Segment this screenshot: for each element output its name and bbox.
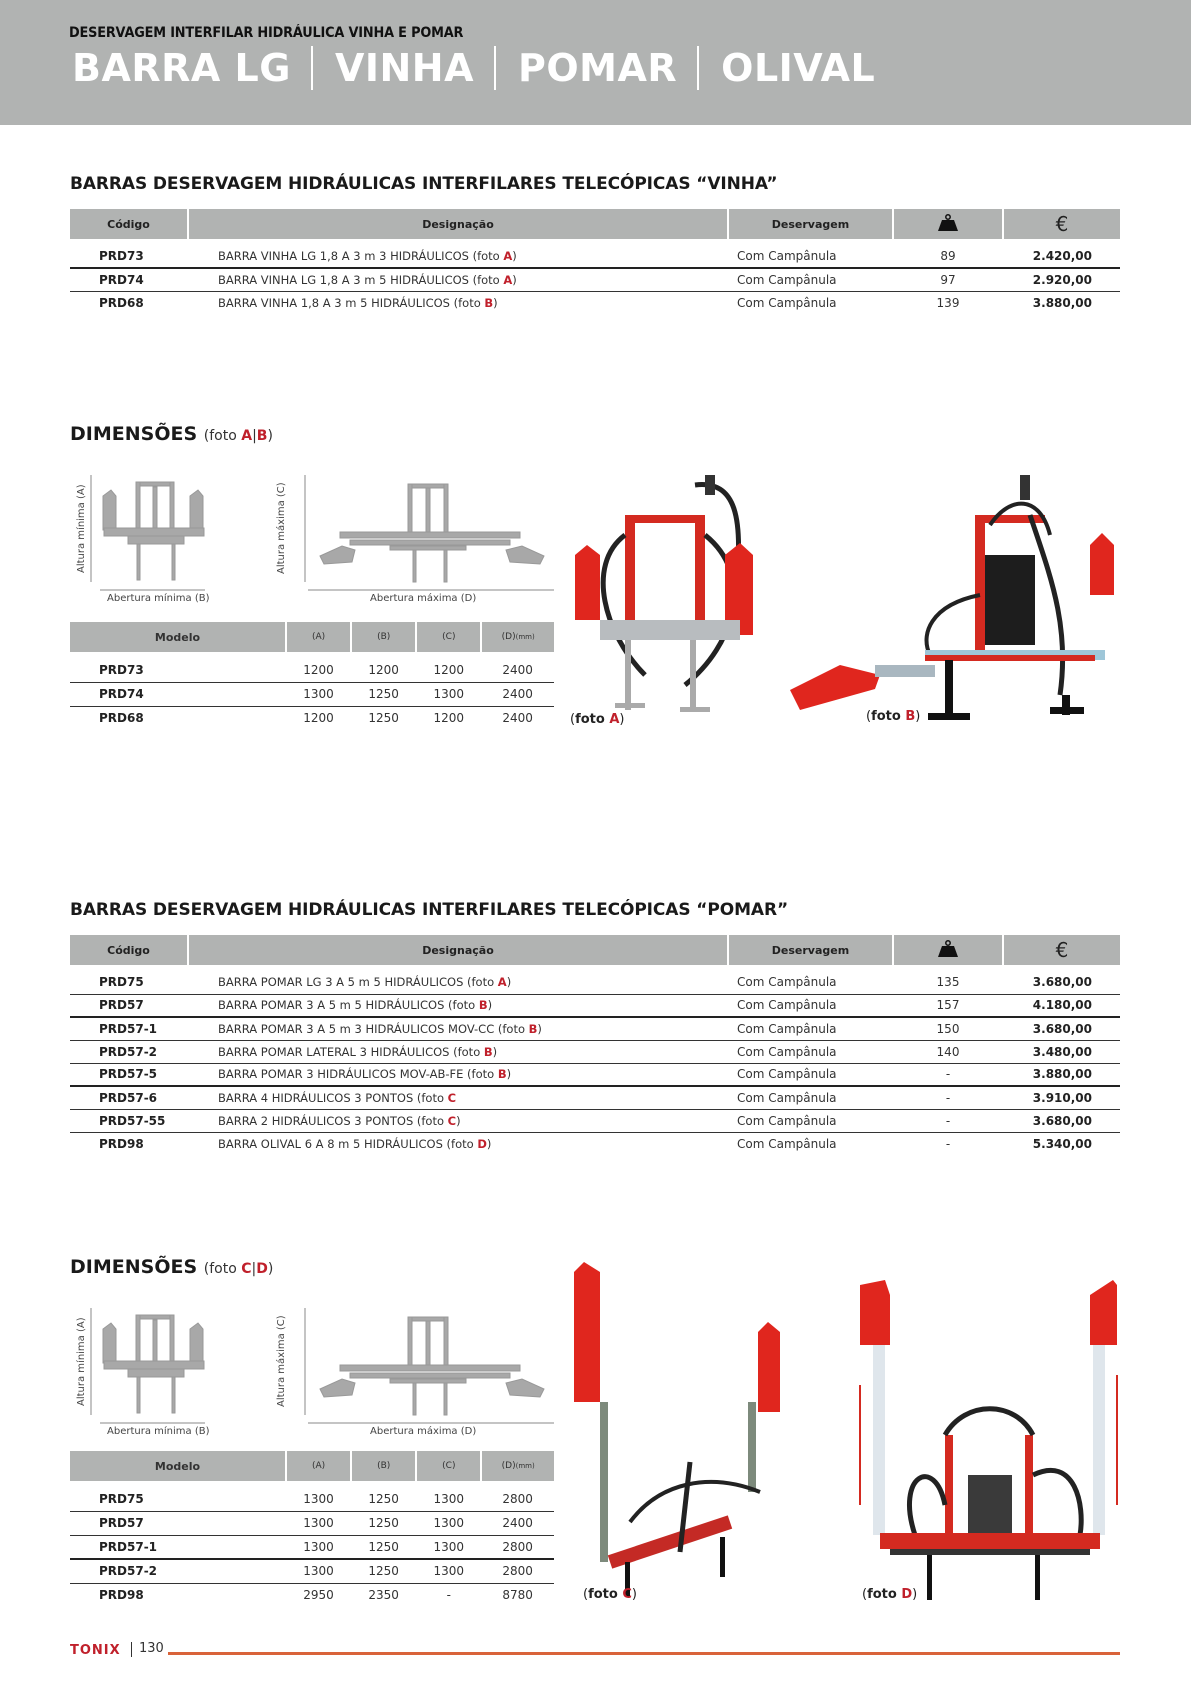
page-number: 130 [139,1641,164,1656]
cell-deservagem: Com Campânula [737,1136,837,1151]
cell-preco: 2.920,00 [1003,268,1120,291]
cell-designacao [188,994,728,1017]
table-row [70,994,1120,1017]
cell-peso: 89 [893,239,1003,268]
cell-codigo: PRD74 [70,268,188,291]
designacao-text: BARRA VINHA 1,8 A 3 m 5 HIDRÁULICOS (foto [218,295,485,310]
designacao-close: ) [492,1044,498,1059]
diagram-min-vlabel: Altura mínima (A) [76,1317,87,1406]
cell-modelo: PRD68 [99,711,144,726]
photo-a-caption [570,712,624,727]
caption-suffix: ) [631,1587,637,1602]
col-preco [1003,209,1120,239]
table-header-row [70,209,1120,239]
cell-deservagem: Com Campânula [728,1063,893,1086]
designacao-close: ) [456,1113,461,1128]
col-c: (C) [416,622,481,652]
title-olival: OLIVAL [721,46,876,90]
cell-peso: - [893,1086,1003,1109]
footer-rule [168,1652,1120,1655]
vinha-section-title: BARRAS DESERVAGEM HIDRÁULICAS INTERFILARES TELECÓPICAS “VINHA” [70,174,778,194]
cell-designacao [188,239,728,268]
col-d-unit: (mm) [515,633,535,641]
caption-word: foto [871,709,906,724]
designacao-text: BARRA POMAR 3 A 5 m 3 HIDRÁULICOS MOV-CC (foto [218,1021,529,1036]
cell-codigo: PRD57-6 [70,1086,188,1109]
caption-prefix: ( [570,712,576,727]
col-d [481,622,554,652]
col-modelo: Modelo [70,622,286,652]
table-header-row [70,622,554,652]
cell-a: 1300 [286,682,351,706]
cell-preco: 5.340,00 [1032,1136,1092,1151]
foto-letter: C [241,1261,252,1277]
diagram-min-hlabel: Abertura mínima (B) [107,593,210,604]
cell-designacao [188,1109,728,1132]
cell-modelo: PRD57 [70,1511,286,1535]
cell-d: 2400 [481,1511,554,1535]
cell-b: 1250 [368,711,399,726]
vinha-price-table [70,209,1120,314]
cell-deservagem: Com Campânula [728,268,893,291]
designacao-text: BARRA POMAR LATERAL 3 HIDRÁULICOS (foto [218,1044,484,1059]
cell-codigo: PRD57-55 [70,1109,188,1132]
cell-c: 1300 [416,1535,481,1559]
col-preco [1003,935,1120,965]
title-divider [494,46,496,90]
caption-letter: A [609,712,620,727]
cell-designacao [188,1132,728,1155]
cell-b: 1200 [351,652,416,682]
cell-designacao [188,291,728,314]
caption-word: foto [588,1587,623,1602]
cell-codigo: PRD57 [70,994,188,1017]
euro-icon: € [1055,938,1069,962]
designacao-text: BARRA 4 HIDRÁULICOS 3 PONTOS (foto [218,1090,448,1105]
cell-designacao [188,268,728,291]
cell-codigo: PRD57-2 [70,1040,188,1063]
foto-sep: | [252,428,257,444]
col-deservagem: Deservagem [728,935,893,965]
cell-b: 1250 [351,1535,416,1559]
cell-modelo: PRD57-1 [70,1535,286,1559]
diagram-max-vlabel: Altura máxima (C) [276,1315,287,1407]
cell-designacao [188,1086,728,1109]
footer-divider [131,1642,132,1657]
cell-peso: 150 [893,1017,1003,1040]
cell-preco: 3.910,00 [1003,1086,1120,1109]
foto-suffix: ) [267,1261,274,1277]
foto-letter: C [447,1090,457,1105]
col-peso [893,209,1003,239]
dims-foto-ref [204,1261,274,1277]
diagram-min-drawing [70,1303,560,1443]
cell-preco: 3.480,00 [1003,1040,1120,1063]
cell-a: 1200 [303,711,334,726]
cell-preco: 3.680,00 [1003,1109,1120,1132]
designacao-close: ) [506,975,512,990]
designacao-text: BARRA VINHA LG 1,8 A 3 m 5 HIDRÁULICOS (foto [218,272,504,287]
caption-word: foto [575,712,610,727]
cell-c: 1200 [416,652,481,682]
weight-icon [936,940,960,958]
cell-b: 1250 [351,1511,416,1535]
designacao-close: ) [487,998,493,1013]
dims-title-text: DIMENSÕES [70,1256,198,1278]
designacao-close: ) [537,1021,542,1036]
weight-icon [936,214,960,232]
cell-deservagem: Com Campânula [728,1086,893,1109]
col-d-label: (D) [501,632,516,642]
cell-deservagem: Com Campânula [728,994,893,1017]
cell-designacao [188,1063,728,1086]
caption-prefix: ( [583,1587,589,1602]
table-row [70,1583,554,1607]
title-pomar: POMAR [518,46,678,90]
cell-deservagem: Com Campânula [737,295,837,310]
col-deservagem: Deservagem [728,209,893,239]
cell-codigo: PRD57-5 [70,1063,188,1086]
euro-icon: € [1055,212,1069,236]
designacao-close: ) [512,272,517,287]
table-row [70,268,1120,291]
table-row [70,706,554,730]
dims-cd-title [70,1256,273,1278]
title-divider [697,46,699,90]
cell-b: 1250 [351,682,416,706]
caption-prefix: ( [866,709,872,724]
table-row [70,1109,1120,1132]
photo-b-machine [780,475,1125,730]
dims-ab-table [70,622,554,730]
cell-designacao [188,965,728,994]
cell-peso: 139 [936,295,960,310]
cell-c: - [446,1588,451,1603]
col-d-label: (D) [501,1461,516,1471]
table-header-row [70,935,1120,965]
cell-designacao [188,1017,728,1040]
cell-deservagem: Com Campânula [728,1109,893,1132]
cell-d: 8780 [502,1588,533,1603]
diagram-max-hlabel: Abertura máxima (D) [370,1426,477,1437]
pomar-price-table [70,935,1120,1155]
col-b: (B) [351,622,416,652]
photo-d-caption [862,1587,917,1602]
designacao-text: BARRA POMAR 3 HIDRÁULICOS MOV-AB-FE (foto [218,1067,498,1082]
caption-suffix: ) [915,709,921,724]
foto-suffix: ) [267,428,273,444]
photo-b-caption [866,709,920,724]
photo-d-machine [855,1275,1125,1605]
col-designacao: Designação [188,935,728,965]
foto-prefix: (foto [203,1261,242,1277]
col-peso [893,935,1003,965]
cell-modelo: PRD57-2 [70,1559,286,1583]
caption-letter: D [901,1587,913,1602]
table-row [70,1481,554,1511]
designacao-close: ) [493,295,498,310]
cell-modelo: PRD75 [70,1481,286,1511]
cell-preco: 3.880,00 [1032,295,1092,310]
caption-letter: B [905,709,916,724]
foto-letter: B [484,295,494,310]
foto-letter: A [503,249,513,263]
cell-a: 1300 [286,1535,351,1559]
col-codigo: Código [70,209,188,239]
designacao-text: BARRA POMAR 3 A 5 m 5 HIDRÁULICOS (foto [218,998,479,1013]
designacao-close: ) [512,249,517,263]
cell-modelo: PRD73 [70,652,286,682]
header-subtitle: DESERVAGEM INTERFILAR HIDRÁULICA VINHA E POMAR [69,25,464,41]
designacao-close: ) [506,1067,512,1082]
cell-preco: 4.180,00 [1003,994,1120,1017]
designacao-text: BARRA VINHA LG 1,8 A 3 m 3 HIDRÁULICOS (foto [218,249,504,263]
cell-deservagem: Com Campânula [728,965,893,994]
designacao-text: BARRA POMAR LG 3 A 5 m 5 HIDRÁULICOS (foto [218,975,498,990]
caption-word: foto [867,1587,902,1602]
cell-preco: 3.680,00 [1003,1017,1120,1040]
col-d [481,1451,554,1481]
cell-codigo: PRD57-1 [70,1017,188,1040]
photo-c-machine [570,1262,790,1602]
cell-deservagem: Com Campânula [728,1040,893,1063]
caption-suffix: ) [912,1587,918,1602]
dims-title-text: DIMENSÕES [70,423,198,445]
foto-letter: B [528,1021,538,1036]
designacao-text: BARRA OLIVAL 6 A 8 m 5 HIDRÁULICOS (foto [218,1136,478,1151]
col-codigo: Código [70,935,188,965]
header-band [0,0,1191,125]
diagram-min-drawing [70,470,560,610]
cell-d: 2800 [481,1535,554,1559]
cell-peso: 157 [893,994,1003,1017]
cell-a: 1300 [286,1559,351,1583]
cell-c: 1300 [416,1481,481,1511]
cell-codigo: PRD75 [70,965,188,994]
diagram-min-hlabel: Abertura mínima (B) [107,1426,210,1437]
cell-modelo: PRD74 [70,682,286,706]
cell-c: 1200 [433,711,465,726]
dims-ab-title [70,423,273,445]
cell-c: 1300 [416,1559,481,1583]
col-b: (B) [351,1451,416,1481]
cell-b: 2350 [368,1588,399,1603]
table-row [70,682,554,706]
cell-d: 2800 [481,1559,554,1583]
caption-suffix: ) [619,712,625,727]
table-row [70,1017,1120,1040]
cell-peso: - [893,1063,1003,1086]
cell-peso: - [893,1109,1003,1132]
cell-peso: 140 [893,1040,1003,1063]
cell-codigo: PRD98 [99,1136,144,1151]
foto-letter: C [447,1113,457,1128]
tonix-logo: TONIX [70,1643,121,1658]
table-row [70,291,1120,314]
foto-letter: B [483,1044,493,1059]
table-header-row [70,1451,554,1481]
col-c: (C) [416,1451,481,1481]
col-designacao: Designação [188,209,728,239]
cell-a: 2950 [303,1588,334,1603]
table-row [70,1040,1120,1063]
cell-preco: 2.420,00 [1003,239,1120,268]
diagram-max-vlabel: Altura máxima (C) [276,482,287,574]
title-vinha: VINHA [334,46,474,90]
cell-c: 1300 [416,682,481,706]
cell-preco: 3.880,00 [1003,1063,1120,1086]
cell-b: 1250 [351,1559,416,1583]
col-a: (A) [286,1451,351,1481]
diagram-max-hlabel: Abertura máxima (D) [370,593,477,604]
col-modelo: Modelo [70,1451,286,1481]
table-row [70,1535,554,1559]
table-row [70,1511,554,1535]
cell-d: 2400 [502,711,533,726]
dims-foto-ref [204,428,273,444]
photo-a-machine [565,475,795,730]
caption-prefix: ( [862,1587,868,1602]
table-row [70,1063,1120,1086]
cell-designacao [188,1040,728,1063]
cell-d: 2800 [481,1481,554,1511]
cell-a: 1200 [286,652,351,682]
cell-peso: - [945,1136,951,1151]
pomar-section-title: BARRAS DESERVAGEM HIDRÁULICAS INTERFILARES TELECÓPICAS “POMAR” [70,900,789,920]
foto-prefix: (foto [203,428,242,444]
dims-ab-diagrams [70,470,560,610]
cell-deservagem: Com Campânula [728,1017,893,1040]
foto-letter: A [503,272,513,287]
foto-letter: D [477,1136,487,1151]
foto-letter: D [256,1261,268,1277]
foto-letter: A [241,428,253,444]
cell-deservagem: Com Campânula [728,239,893,268]
diagram-min-vlabel: Altura mínima (A) [76,484,87,573]
cell-preco: 3.680,00 [1003,965,1120,994]
dims-cd-diagrams [70,1303,560,1443]
col-d-unit: (mm) [515,1462,535,1470]
cell-modelo: PRD98 [99,1588,144,1603]
cell-peso: 135 [893,965,1003,994]
foto-letter: B [478,998,488,1013]
photo-c-caption [583,1587,637,1602]
table-row [70,239,1120,268]
caption-letter: C [622,1587,632,1602]
cell-codigo: PRD73 [70,239,188,268]
foto-letter: B [256,428,268,444]
table-row [70,1086,1120,1109]
table-row [70,965,1120,994]
foto-letter: B [497,1067,507,1082]
cell-b: 1250 [351,1481,416,1511]
cell-c: 1300 [416,1511,481,1535]
cell-a: 1300 [286,1511,351,1535]
table-row [70,1132,1120,1155]
title-divider [311,46,313,90]
col-a: (A) [286,622,351,652]
designacao-close: ) [486,1136,492,1151]
table-row [70,1559,554,1583]
table-row [70,652,554,682]
title-barra-lg: BARRA LG [72,46,291,90]
designacao-text: BARRA 2 HIDRÁULICOS 3 PONTOS (foto [218,1113,448,1128]
header-title [72,46,875,90]
foto-sep: | [251,1261,257,1277]
cell-d: 2400 [481,682,554,706]
foto-letter: A [497,975,507,990]
cell-codigo: PRD68 [99,295,144,310]
cell-d: 2400 [481,652,554,682]
dims-cd-table [70,1451,554,1607]
cell-peso: 97 [893,268,1003,291]
cell-a: 1300 [286,1481,351,1511]
